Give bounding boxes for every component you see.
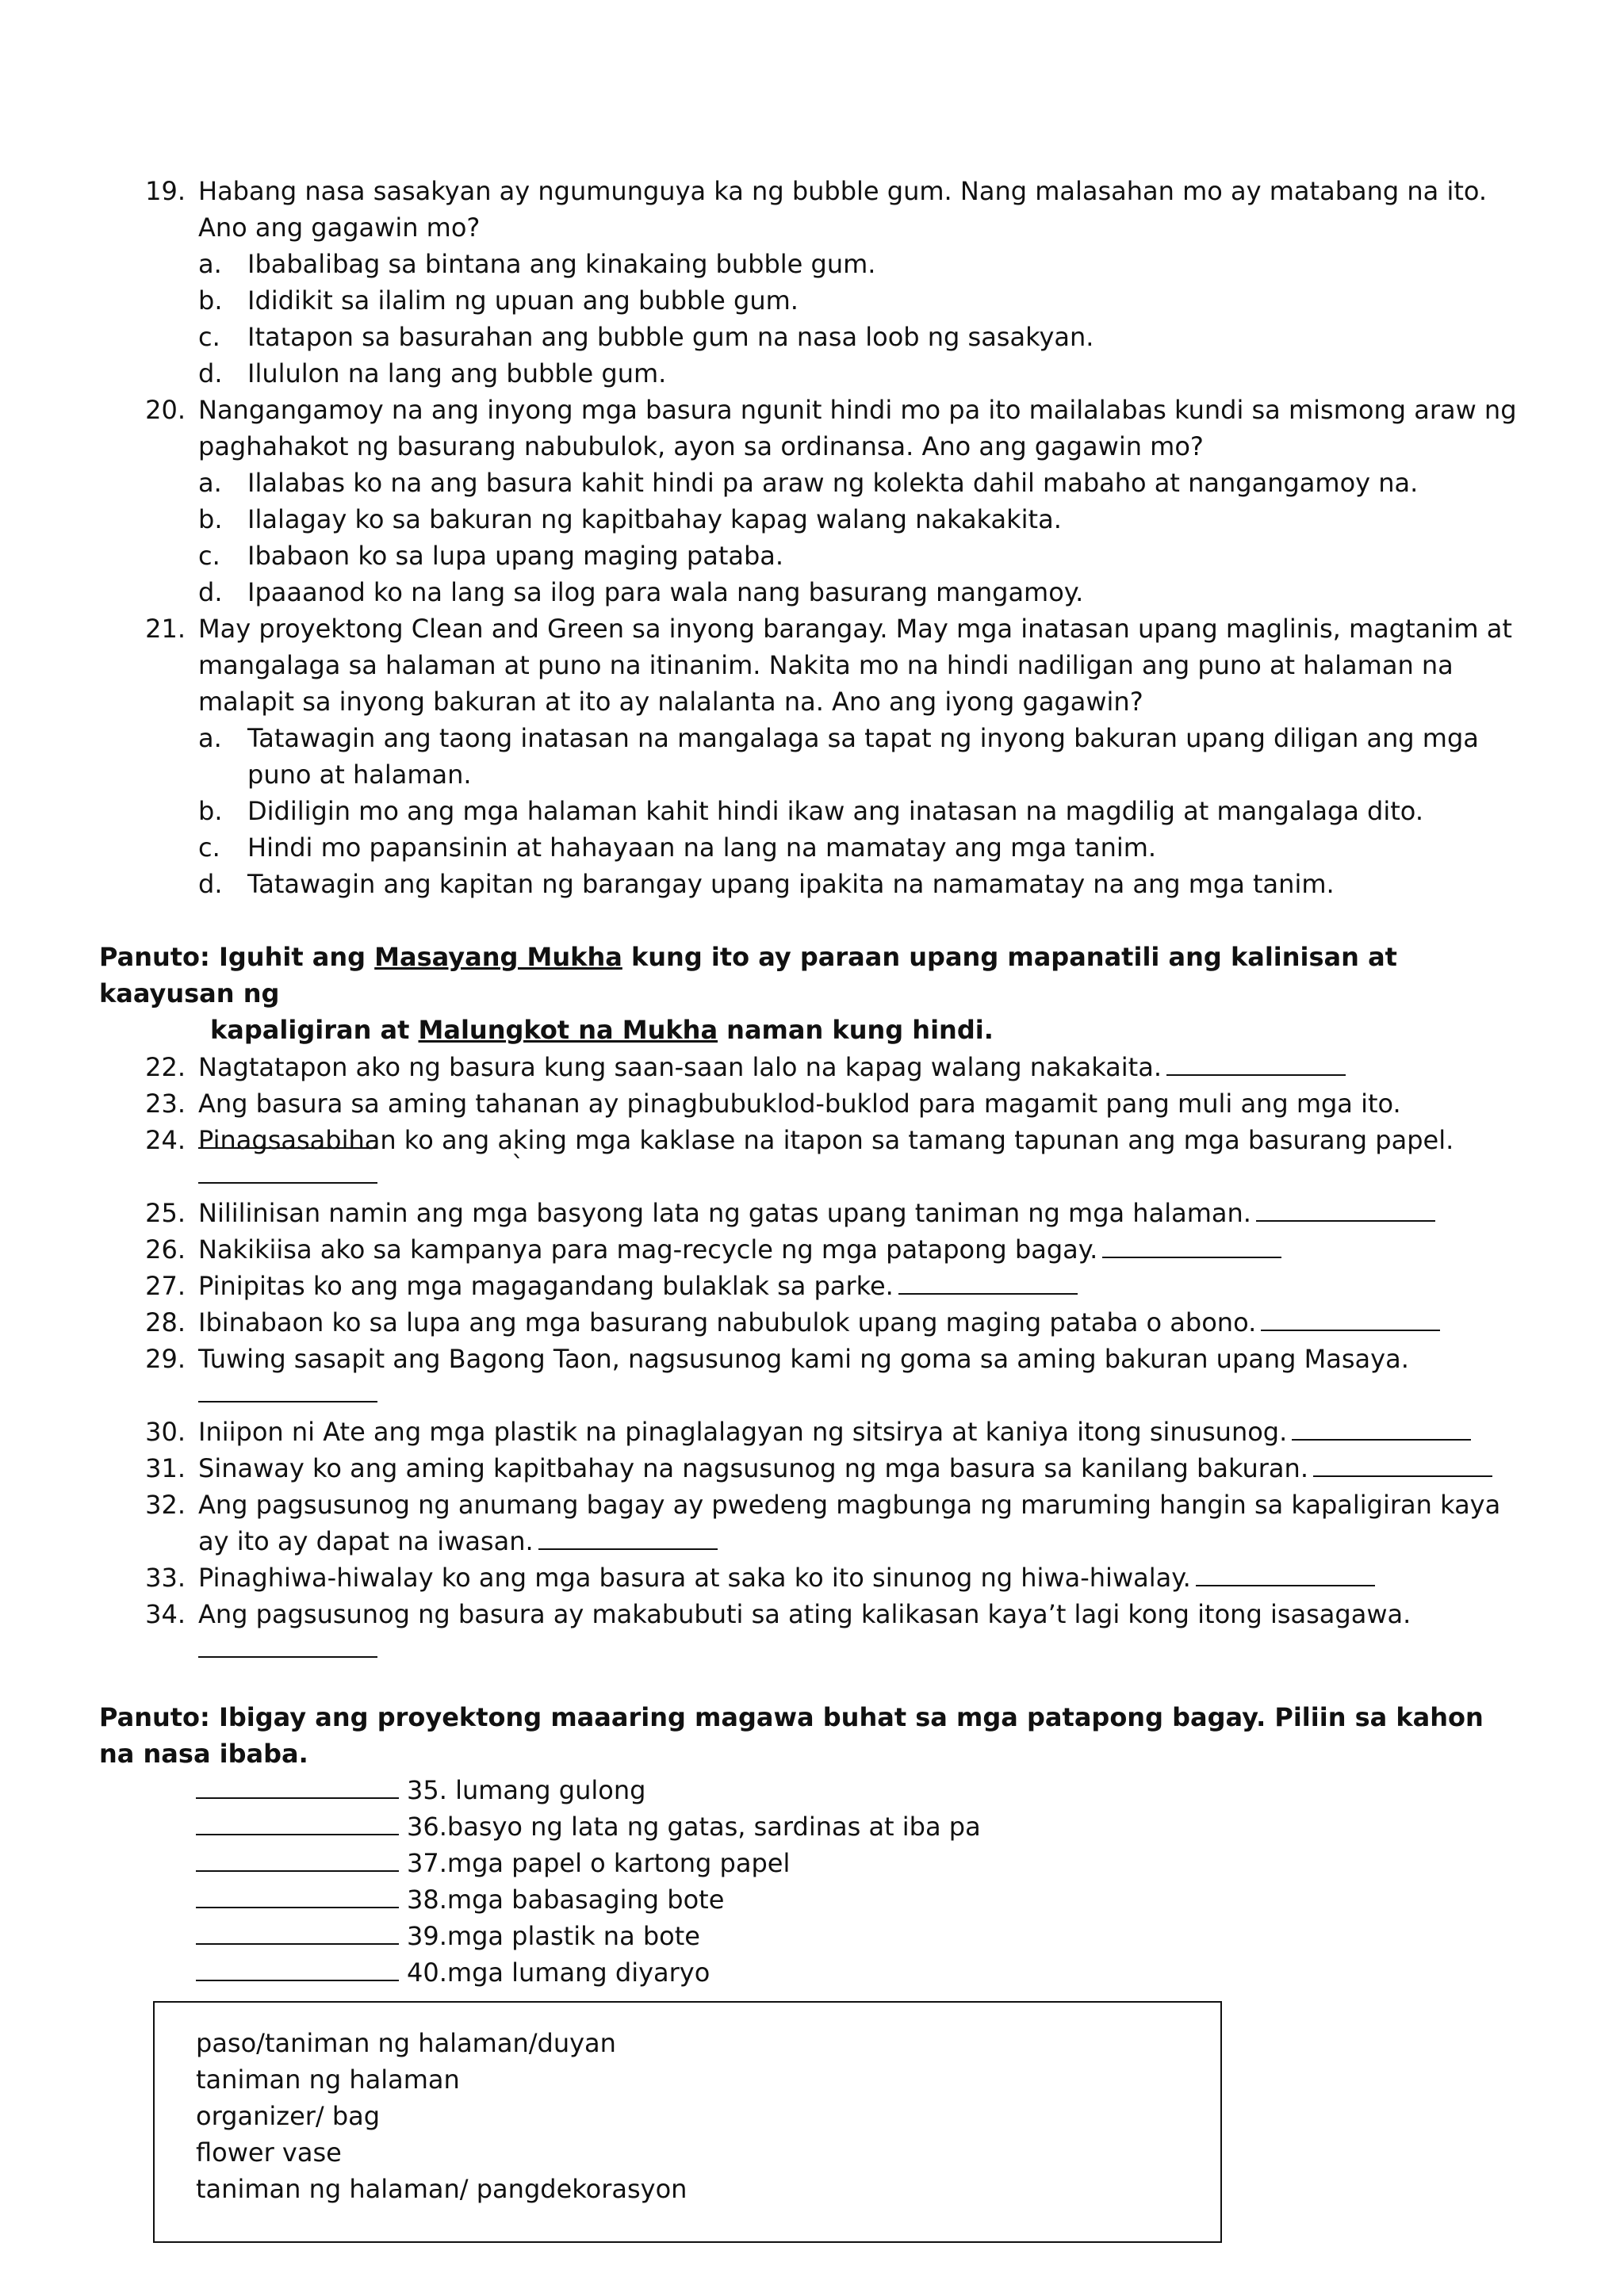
option-b bbox=[198, 501, 1530, 538]
choice-item: organizer/ bag bbox=[196, 2101, 381, 2131]
statement-text: Sinaway ko ang aming kapitbahay na nagsusunog ng mga basura sa kanilang bakuran. bbox=[198, 1453, 1308, 1483]
options-list bbox=[198, 246, 1530, 392]
instruction-line-2 bbox=[99, 1012, 1526, 1048]
question-20 bbox=[135, 392, 1530, 610]
option-text: Ipaaanod ko na lang sa ilog para wala nang basurang mangamoy. bbox=[247, 577, 1084, 607]
answer-blank[interactable] bbox=[196, 1774, 399, 1799]
option-text: Ididikit sa ilalim ng upuan ang bubble gum. bbox=[247, 285, 799, 316]
option-c bbox=[198, 829, 1530, 866]
project-text: 35. lumang gulong bbox=[407, 1775, 646, 1805]
option-c bbox=[198, 538, 1530, 574]
statement-number: 24. bbox=[145, 1125, 186, 1155]
answer-blank[interactable] bbox=[1256, 1196, 1435, 1222]
statement-32 bbox=[135, 1487, 1530, 1559]
question-19 bbox=[135, 173, 1530, 392]
option-b bbox=[198, 282, 1530, 319]
answer-blank[interactable] bbox=[196, 1883, 399, 1908]
statement-number: 26. bbox=[145, 1234, 186, 1265]
option-a bbox=[198, 246, 1530, 282]
option-d bbox=[198, 866, 1530, 902]
statement-text: Nililinisan namin ang mga basyong lata ng gatas upang taniman ng mga halaman. bbox=[198, 1198, 1251, 1228]
option-letter: d. bbox=[198, 577, 223, 607]
question-text: Habang nasa sasakyan ay ngumunguya ka ng bubble gum. Nang malasahan mo ay matabang na ito. Ano ang gagawin mo? bbox=[198, 176, 1488, 243]
option-letter: a. bbox=[198, 723, 222, 753]
choices-box bbox=[153, 2001, 1222, 2243]
statement-number: 25. bbox=[145, 1198, 186, 1228]
instruction-label: Panuto: bbox=[99, 942, 210, 972]
option-letter: c. bbox=[198, 541, 220, 571]
answer-blank[interactable] bbox=[1196, 1561, 1375, 1586]
statement-30 bbox=[135, 1414, 1530, 1450]
happy-face-term: Masayang Mukha bbox=[374, 942, 622, 972]
answer-blank[interactable] bbox=[1292, 1415, 1471, 1441]
option-text: Didiligin mo ang mga halaman kahit hindi ikaw ang inatasan na magdilig at mangalaga dito. bbox=[247, 796, 1423, 826]
statement-number: 23. bbox=[145, 1089, 186, 1119]
question-number: 19. bbox=[145, 176, 186, 206]
answer-blank[interactable] bbox=[196, 1810, 399, 1835]
statement-number: 34. bbox=[145, 1599, 186, 1629]
answer-blank[interactable] bbox=[1102, 1233, 1281, 1258]
statement-text: Ang basura sa aming tahanan ay pinagbubuklod-buklod para magamit pang muli ang mga ito. bbox=[198, 1089, 1401, 1119]
statement-text: Iniipon ni Ate ang mga plastik na pinaglalagyan ng sitsirya at kaniya itong sinusunog. bbox=[198, 1417, 1288, 1447]
statement-number: 32. bbox=[145, 1490, 186, 1520]
statement-text: Ang pagsusunog ng basura ay makabubuti sa ating kalikasan kaya’t lagi kong itong isasagawa. bbox=[198, 1599, 1411, 1629]
question-number: 21. bbox=[145, 614, 186, 644]
question-number: 20. bbox=[145, 395, 186, 425]
statement-number: 33. bbox=[145, 1563, 186, 1593]
option-text: Tatawagin ang kapitan ng barangay upang ipakita na namamatay na ang mga tanim. bbox=[247, 869, 1335, 899]
instruction-text: Ibigay ang proyektong maaaring magawa buhat sa mga patapong bagay. Piliin sa kahon na nasa ibaba. bbox=[99, 1702, 1484, 1769]
option-text: Ibabaon ko sa lupa upang maging pataba. bbox=[247, 541, 784, 571]
instruction-label: Panuto: bbox=[99, 1702, 210, 1732]
answer-blank[interactable] bbox=[1261, 1306, 1440, 1331]
option-letter: b. bbox=[198, 285, 223, 316]
question-21 bbox=[135, 610, 1530, 902]
project-item-38 bbox=[196, 1881, 981, 1918]
statement-24 bbox=[135, 1122, 1530, 1184]
answer-blank[interactable] bbox=[198, 1158, 377, 1184]
option-a bbox=[198, 720, 1530, 793]
instruction-text: naman kung hindi. bbox=[718, 1015, 994, 1045]
option-text: Tatawagin ang taong inatasan na mangalaga sa tapat ng inyong bakuran upang diligan ang mga puno at halaman. bbox=[247, 723, 1479, 790]
project-text: 36.basyo ng lata ng gatas, sardinas at iba pa bbox=[407, 1812, 981, 1842]
option-letter: d. bbox=[198, 869, 223, 899]
answer-blank[interactable] bbox=[898, 1269, 1078, 1295]
instruction-faces bbox=[99, 939, 1526, 1048]
question-text: Nangangamoy na ang inyong mga basura ngunit hindi mo pa ito mailalabas kundi sa mismong araw ng paghahakot ng basurang nabubulok, ayon sa ordinansa. Ano ang gagawin mo? bbox=[198, 395, 1517, 461]
project-list bbox=[196, 1772, 981, 1991]
project-text: 38.mga babasaging bote bbox=[407, 1885, 725, 1915]
statement-31 bbox=[135, 1450, 1530, 1487]
option-text: Itatapon sa basurahan ang bubble gum na nasa loob ng sasakyan. bbox=[247, 322, 1094, 352]
option-c bbox=[198, 319, 1530, 355]
instruction-text: kung ito ay paraan upang mapanatili ang kalinisan at kaayusan ng bbox=[99, 942, 1397, 1008]
statement-26 bbox=[135, 1231, 1530, 1268]
statement-22 bbox=[135, 1049, 1530, 1085]
statement-number: 22. bbox=[145, 1052, 186, 1082]
option-b bbox=[198, 793, 1530, 829]
option-letter: b. bbox=[198, 504, 223, 534]
choice-item: flower vase bbox=[196, 2137, 342, 2168]
option-text: Ilalagay ko sa bakuran ng kapitbahay kapag walang nakakakita. bbox=[247, 504, 1062, 534]
statement-text: Pinagsasabihan ko ang aking mga kaklase na itapon sa tamang tapunan ang mga basurang papel. bbox=[198, 1125, 1454, 1155]
statement-number: 31. bbox=[145, 1453, 186, 1483]
answer-blank[interactable] bbox=[1313, 1452, 1492, 1477]
statement-text: Pinipitas ko ang mga magagandang bulaklak sa parke. bbox=[198, 1271, 894, 1301]
option-letter: a. bbox=[198, 468, 222, 498]
options-list bbox=[198, 720, 1530, 902]
statement-25 bbox=[135, 1195, 1530, 1231]
instruction-text: Iguhit ang bbox=[209, 942, 375, 972]
statement-29 bbox=[135, 1341, 1530, 1402]
answer-blank[interactable] bbox=[196, 1956, 399, 1981]
statement-number: 29. bbox=[145, 1344, 186, 1374]
option-letter: b. bbox=[198, 796, 223, 826]
statement-text: Nakikiisa ako sa kampanya para mag-recycle ng mga patapong bagay. bbox=[198, 1234, 1098, 1265]
statement-number: 30. bbox=[145, 1417, 186, 1447]
option-text: Ilalabas ko na ang basura kahit hindi pa araw ng kolekta dahil mabaho at nangangamoy na. bbox=[247, 468, 1419, 498]
statement-34 bbox=[135, 1596, 1530, 1658]
sad-face-term: Malungkot na Mukha bbox=[418, 1015, 718, 1045]
project-item-39 bbox=[196, 1918, 981, 1954]
project-item-37 bbox=[196, 1845, 981, 1881]
project-text: 39.mga plastik na bote bbox=[407, 1921, 700, 1951]
option-text: Hindi mo papansinin at hahayaan na lang na mamatay ang mga tanim. bbox=[247, 832, 1157, 863]
statement-27 bbox=[135, 1268, 1530, 1304]
project-item-35 bbox=[196, 1772, 981, 1808]
option-letter: c. bbox=[198, 322, 220, 352]
statement-number: 28. bbox=[145, 1307, 186, 1337]
option-text: Ilululon na lang ang bubble gum. bbox=[247, 358, 667, 388]
answer-blank[interactable] bbox=[196, 1919, 399, 1945]
statement-text: Ang pagsusunog ng anumang bagay ay pwedeng magbunga ng maruming hangin sa kapaligiran kaya ay ito ay dapat na iwasan. bbox=[198, 1490, 1501, 1556]
stray-mark: ` bbox=[511, 1150, 524, 1181]
project-text: 40.mga lumang diyaryo bbox=[407, 1957, 710, 1988]
project-text: 37.mga papel o kartong papel bbox=[407, 1848, 791, 1878]
option-d bbox=[198, 574, 1530, 610]
instruction-text: kapaligiran at bbox=[210, 1015, 419, 1045]
choice-item: taniman ng halaman bbox=[196, 2064, 460, 2095]
options-list bbox=[198, 465, 1530, 610]
choice-item: paso/taniman ng halaman/duyan bbox=[196, 2028, 616, 2058]
option-letter: d. bbox=[198, 358, 223, 388]
statement-28 bbox=[135, 1304, 1530, 1341]
choice-item: taniman ng halaman/ pangdekorasyon bbox=[196, 2174, 688, 2204]
option-d bbox=[198, 355, 1530, 392]
statement-33 bbox=[135, 1559, 1530, 1596]
option-a bbox=[198, 465, 1530, 501]
answer-blank[interactable] bbox=[538, 1525, 718, 1550]
answer-blank[interactable] bbox=[198, 1632, 377, 1658]
question-text: May proyektong Clean and Green sa inyong barangay. May mga inatasan upang maglinis, magtanim at mangalaga sa halaman at puno na itinanim. Nakita mo na hindi nadiligan ang puno at halaman na malapit sa inyong bakuran at ito ay nalalanta na. Ano ang iyong gagawin? bbox=[198, 614, 1512, 717]
option-letter: c. bbox=[198, 832, 220, 863]
option-text: Ibabalibag sa bintana ang kinakaing bubble gum. bbox=[247, 249, 876, 279]
project-item-36 bbox=[196, 1808, 981, 1845]
statement-text: Tuwing sasapit ang Bagong Taon, nagsusunog kami ng goma sa aming bakuran upang Masaya. bbox=[198, 1344, 1409, 1374]
statement-number: 27. bbox=[145, 1271, 186, 1301]
statement-text: Ibinabaon ko sa lupa ang mga basurang nabubulok upang maging pataba o abono. bbox=[198, 1307, 1257, 1337]
statement-text: Nagtatapon ako ng basura kung saan-saan lalo na kapag walang nakakaita. bbox=[198, 1052, 1162, 1082]
answer-blank[interactable] bbox=[1166, 1050, 1346, 1076]
option-letter: a. bbox=[198, 249, 222, 279]
project-item-40 bbox=[196, 1954, 981, 1991]
instruction-projects bbox=[99, 1699, 1511, 1772]
statement-text: Pinaghiwa-hiwalay ko ang mga basura at saka ko ito sinunog ng hiwa-hiwalay. bbox=[198, 1563, 1191, 1593]
answer-blank[interactable] bbox=[198, 1377, 377, 1402]
answer-blank[interactable] bbox=[196, 1846, 399, 1872]
